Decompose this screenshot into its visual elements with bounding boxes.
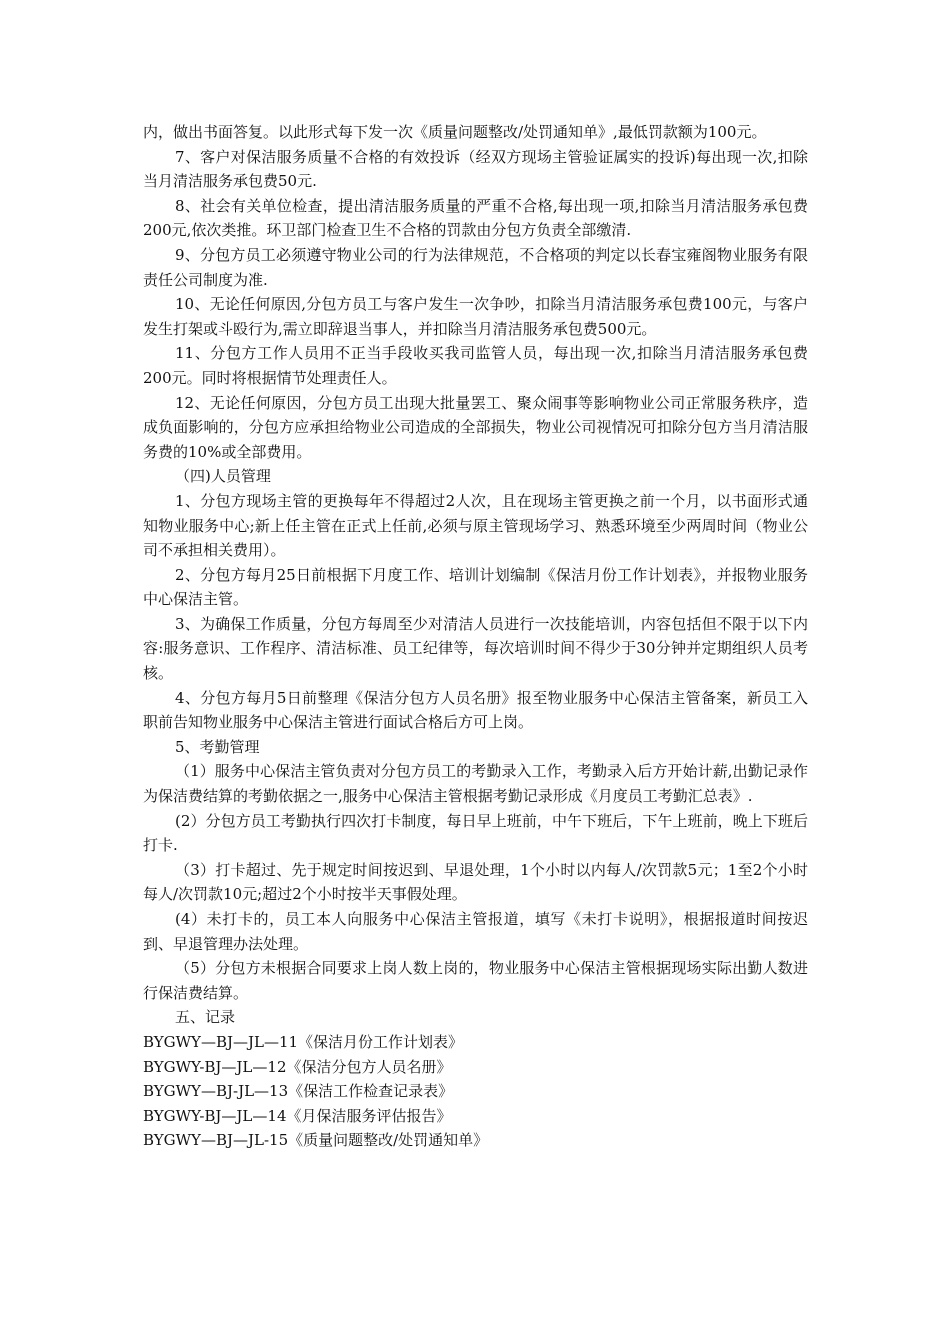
section-heading-personnel: （四)人员管理 [175,467,271,486]
personnel-clause-3: 3、为确保工作质量，分包方每周至少对清洁人员进行一次技能培训，内容包括但不限于以下内容:服务意识、工作程序、清洁标准、员工纪律等，每次培训时间不得少于30分钟并定期组织人员考核。 [143,614,808,683]
clause-10: 10、无论任何原因,分包方员工与客户发生一次争吵，扣除当月清洁服务承包费100元，与客户发生打架或斗殴行为,需立即辞退当事人，并扣除当月清洁服务承包费500元。 [143,295,808,338]
document-body [143,120,808,1153]
clause-8: 8、社会有关单位检查，提出清洁服务质量的严重不合格,每出现一项,扣除当月清洁服务承包费200元,依次类推。环卫部门检查卫生不合格的罚款由分包方负责全部缴清. [143,196,808,240]
attendance-item-4: (4）未打卡的，员工本人向服务中心保洁主管报道，填写《未打卡说明》，根据报道时间按迟到、早退管理办法处理。 [143,910,808,953]
section-heading-records: 五、记录 [175,1008,236,1027]
clause-7: 7、客户对保洁服务质量不合格的有效投诉（经双方现场主管验证属实的投诉)每出现一次,扣除当月清洁服务承包费50元. [143,147,808,191]
clause-9: 9、分包方员工必须遵守物业公司的行为法律规范，不合格项的判定以长春宝雍阁物业服务有限责任公司制度为准. [143,245,808,289]
record-item: BYGWY-BJ—JL—14《月保洁服务评估报告》 [143,1106,452,1125]
record-item: BYGWY—BJ—JL-15《质量问题整改/处罚通知单》 [143,1131,489,1150]
attendance-item-2: (2）分包方员工考勤执行四次打卡制度，每日早上班前，中午下班后，下午上班前，晚上下班后打卡. [143,811,808,855]
paragraph-continuation: 内，做出书面答复。以此形式每下发一次《质量问题整改/处罚通知单》,最低罚款额为100元。 [143,123,767,141]
attendance-item-5: （5）分包方未根据合同要求上岗人数上岗的，物业服务中心保洁主管根据现场实际出勤人数进行保洁费结算。 [143,959,808,1002]
attendance-heading: 5、考勤管理 [175,737,260,756]
clause-11: 11、分包方工作人员用不正当手段收买我司监管人员，每出现一次,扣除当月清洁服务承包费200元。同时将根据情节处理责任人。 [143,344,808,387]
record-item: BYGWY—BJ—JL—11《保洁月份工作计划表》 [143,1032,464,1051]
personnel-clause-2: 2、分包方每月25日前根据下月度工作、培训计划编制《保洁月份工作计划表》，并报物业服务中心保洁主管。 [143,565,808,609]
record-item: BYGWY—BJ-JL—13《保洁工作检查记录表》 [143,1082,454,1101]
clause-12: 12、无论任何原因，分包方员工出现大批量罢工、聚众闹事等影响物业公司正常服务秩序，造成负面影响的，分包方应承担给物业公司造成的全部损失，物业公司视情况可扣除分包方当月清洁服务费的10%或全部费用。 [143,393,808,461]
attendance-item-1: （1）服务中心保洁主管负责对分包方员工的考勤录入工作，考勤录入后方开始计薪,出勤记录作为保洁费结算的考勤依据之一,服务中心保洁主管根据考勤记录形成《月度员工考勤汇总表》. [143,762,808,806]
personnel-clause-1: 1、分包方现场主管的更换每年不得超过2人次，且在现场主管更换之前一个月，以书面形式通知物业服务中心;新上任主管在正式上任前,必须与原主管现场学习、熟悉环境至少两周时间（物业公司不承担相关费用）。 [143,491,808,560]
personnel-clause-4: 4、分包方每月5日前整理《保洁分包方人员名册》报至物业服务中心保洁主管备案，新员工入职前告知物业服务中心保洁主管进行面试合格后方可上岗。 [143,688,808,732]
attendance-item-3: （3）打卡超过、先于规定时间按迟到、早退处理，1个小时以内每人/次罚款5元；1至2个小时每人/次罚款10元;超过2个小时按半天事假处理。 [143,860,808,904]
record-item: BYGWY-BJ—JL—12《保洁分包方人员名册》 [143,1057,452,1076]
